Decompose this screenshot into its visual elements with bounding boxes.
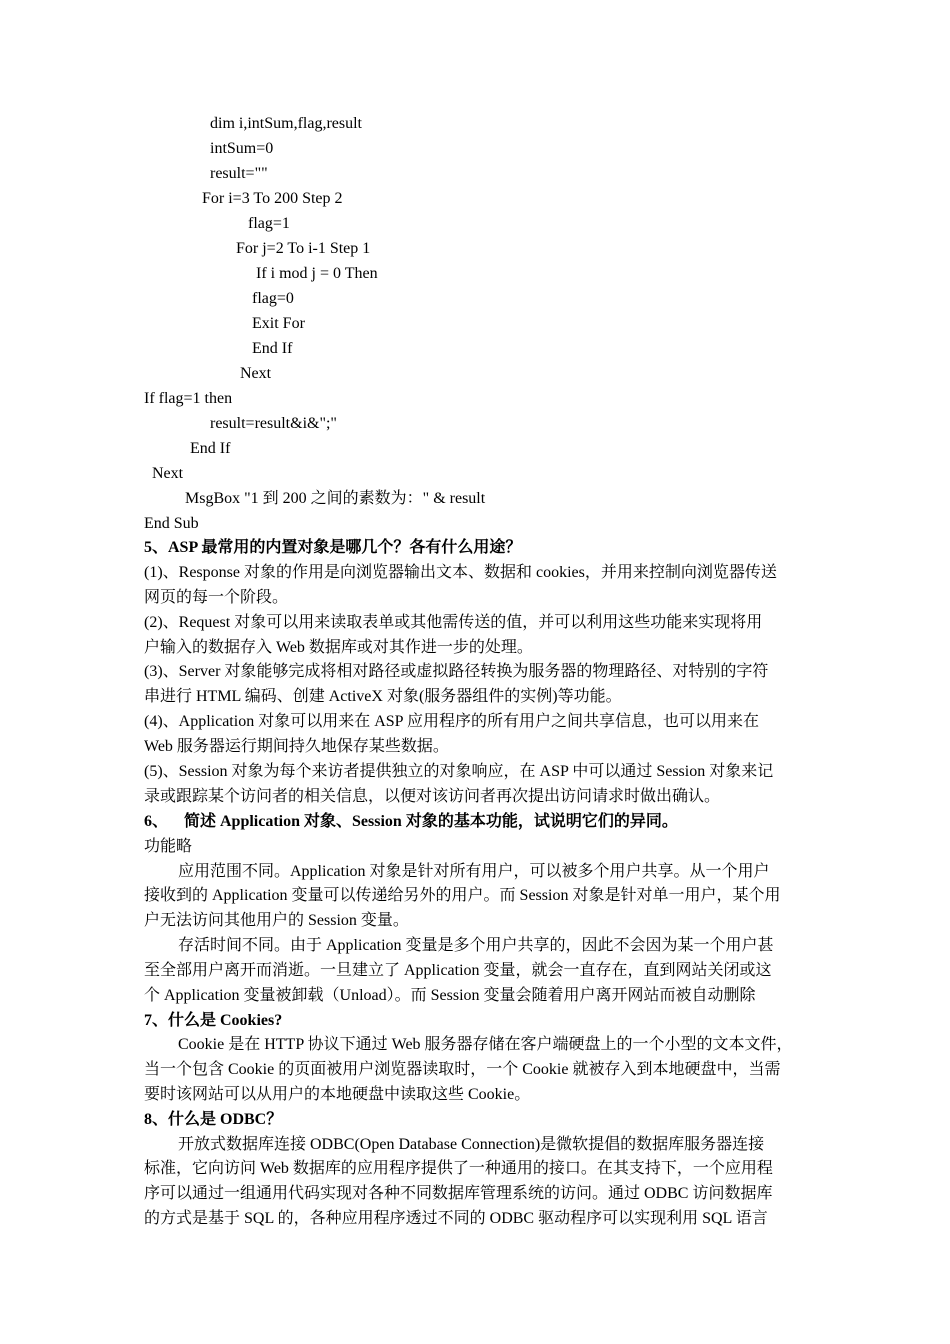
code-line: End Sub <box>144 515 199 532</box>
paragraph-line: 串进行 HTML 编码、创建 ActiveX 对象(服务器组件的实例)等功能。 <box>144 688 622 705</box>
paragraph-line: 开放式数据库连接 ODBC(Open Database Connection)是微软提倡的数据库服务器连接 <box>178 1136 765 1153</box>
paragraph-line: (3)、Server 对象能够完成将相对路径或虚拟路径转换为服务器的物理路径、对特别的字符 <box>144 663 769 680</box>
code-line: result=result&i&";" <box>210 415 337 432</box>
code-line: Next <box>152 465 184 482</box>
paragraph-line: 网页的每一个阶段。 <box>144 589 289 606</box>
paragraph-line: Web 服务器运行期间持久地保存某些数据。 <box>144 738 449 755</box>
code-line: result="" <box>210 165 268 182</box>
paragraph-line: 存活时间不同。由于 Application 变量是多个用户共享的，因此不会因为某一个用户甚 <box>178 937 774 954</box>
paragraph-line: 个 Application 变量被卸载（Unload）。而 Session 变量会随着用户离开网站而被自动删除 <box>144 987 756 1004</box>
paragraph-line: 至全部用户离开而消逝。一旦建立了 Application 变量，就会一直存在，直到网站关闭或这 <box>144 962 772 979</box>
paragraph-line: 录或跟踪某个访问者的相关信息，以便对该访问者再次提出访问请求时做出确认。 <box>144 788 721 805</box>
code-line: End If <box>190 440 231 457</box>
paragraph-line: 户输入的数据存入 Web 数据库或对其作进一步的处理。 <box>144 639 533 656</box>
paragraph-line: (4)、Application 对象可以用来在 ASP 应用程序的所有用户之间共享信息，也可以用来在 <box>144 713 759 730</box>
code-line: For i=3 To 200 Step 2 <box>202 190 343 207</box>
section-heading: 8、什么是 ODBC？ <box>144 1111 283 1128</box>
paragraph-line: 要时该网站可以从用户的本地硬盘中读取这些 Cookie。 <box>144 1086 531 1103</box>
paragraph-line: Cookie 是在 HTTP 协议下通过 Web 服务器存储在客户端硬盘上的一个小型的文本文件， <box>178 1036 793 1053</box>
paragraph-line: 接收到的 Application 变量可以传递给另外的用户。而 Session 对象是针对单一用户，某个用 <box>144 887 781 904</box>
code-line: If flag=1 then <box>144 390 233 407</box>
code-line: flag=0 <box>252 290 294 307</box>
code-line: End If <box>252 340 293 357</box>
paragraph-line: 序可以通过一组通用代码实现对各种不同数据库管理系统的访问。通过 ODBC 访问数据库 <box>144 1185 773 1202</box>
section-heading: 7、什么是 Cookies? <box>144 1012 283 1029</box>
code-line: flag=1 <box>248 215 290 232</box>
code-line: dim i,intSum,flag,result <box>210 115 362 132</box>
code-line: Next <box>240 365 272 382</box>
paragraph-line: 当一个包含 Cookie 的页面被用户浏览器读取时，一个 Cookie 就被存入到本地硬盘中，当需 <box>144 1061 781 1078</box>
paragraph-line: (1)、Response 对象的作用是向浏览器输出文本、数据和 cookies，并用来控制向浏览器传送 <box>144 564 777 581</box>
code-line: intSum=0 <box>210 140 274 157</box>
section-heading: 6、 简述 Application 对象、Session 对象的基本功能，试说明它们的异同。 <box>144 813 678 830</box>
paragraph-line: 应用范围不同。Application 对象是针对所有用户，可以被多个用户共享。从一个用户 <box>178 863 770 880</box>
paragraph-line: 标准，它向访问 Web 数据库的应用程序提供了一种通用的接口。在其支持下，一个应用程 <box>144 1160 773 1177</box>
paragraph-line: 功能略 <box>144 838 193 855</box>
paragraph-line: 户无法访问其他用户的 Session 变量。 <box>144 912 409 929</box>
section-heading: 5、ASP 最常用的内置对象是哪几个？各有什么用途？ <box>144 539 522 556</box>
paragraph-line: (5)、Session 对象为每个来访者提供独立的对象响应，在 ASP 中可以通过 Session 对象来记 <box>144 763 774 780</box>
paragraph-line: 的方式是基于 SQL 的，各种应用程序透过不同的 ODBC 驱动程序可以实现利用 SQL 语言 <box>144 1210 768 1227</box>
code-line: Exit For <box>252 315 305 332</box>
code-line: MsgBox "1 到 200 之间的素数为：" & result <box>185 490 486 507</box>
code-line: If i mod j = 0 Then <box>256 265 378 282</box>
paragraph-line: (2)、Request 对象可以用来读取表单或其他需传送的值，并可以利用这些功能来实现将用 <box>144 614 763 631</box>
code-line: For j=2 To i-1 Step 1 <box>236 240 371 257</box>
